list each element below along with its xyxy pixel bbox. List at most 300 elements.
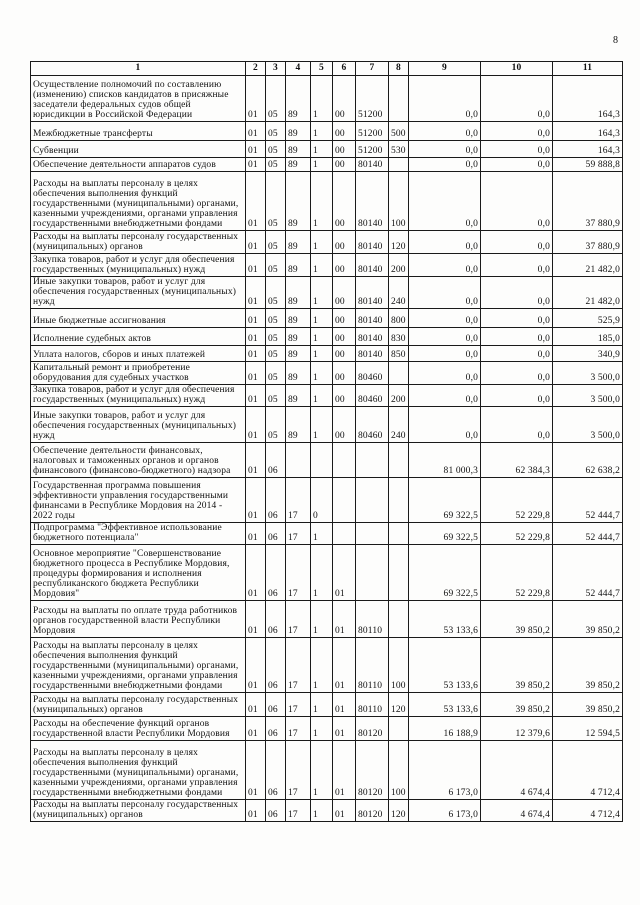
code-cell: 80460 [356, 407, 389, 443]
table-row [31, 717, 623, 741]
column-number-header: 11 [553, 62, 623, 76]
code-cell: 800 [389, 309, 409, 328]
amount-cell: 0,0 [481, 76, 553, 122]
code-cell: 01 [246, 523, 266, 545]
code-cell [389, 362, 409, 385]
table-row [31, 407, 623, 443]
code-cell: 17 [286, 800, 311, 822]
amount-cell: 0,0 [481, 346, 553, 362]
column-number-header: 4 [286, 62, 311, 76]
page-number: 8 [613, 35, 618, 46]
amount-cell: 52 229,8 [481, 523, 553, 545]
item-name-cell: Уплата налогов, сборов и иных платежей [31, 346, 246, 362]
code-cell: 1 [311, 141, 333, 158]
code-cell: 05 [266, 407, 286, 443]
code-cell: 05 [266, 277, 286, 309]
code-cell: 1 [311, 741, 333, 800]
code-cell: 1 [311, 231, 333, 254]
code-cell: 89 [286, 362, 311, 385]
code-cell: 01 [333, 741, 356, 800]
amount-cell: 39 850,2 [481, 638, 553, 693]
column-number-header: 10 [481, 62, 553, 76]
code-cell: 01 [246, 362, 266, 385]
code-cell: 830 [389, 328, 409, 346]
amount-cell: 52 229,8 [481, 545, 553, 601]
amount-cell: 4 712,4 [553, 800, 623, 822]
amount-cell: 52 444,7 [553, 523, 623, 545]
code-cell: 1 [311, 523, 333, 545]
amount-cell: 69 322,5 [409, 478, 481, 523]
code-cell: 00 [333, 231, 356, 254]
amount-cell: 53 133,6 [409, 693, 481, 717]
code-cell: 89 [286, 172, 311, 231]
amount-cell: 0,0 [481, 407, 553, 443]
code-cell: 06 [266, 638, 286, 693]
code-cell: 17 [286, 717, 311, 741]
amount-cell: 164,3 [553, 76, 623, 122]
code-cell: 01 [246, 76, 266, 122]
code-cell: 1 [311, 172, 333, 231]
code-cell: 530 [389, 141, 409, 158]
code-cell: 100 [389, 172, 409, 231]
table-row [31, 362, 623, 385]
amount-cell: 12 379,6 [481, 717, 553, 741]
code-cell: 120 [389, 231, 409, 254]
amount-cell: 59 888,8 [553, 158, 623, 172]
code-cell: 05 [266, 76, 286, 122]
code-cell: 89 [286, 385, 311, 407]
code-cell: 1 [311, 346, 333, 362]
amount-cell: 525,9 [553, 309, 623, 328]
code-cell: 1 [311, 362, 333, 385]
code-cell: 06 [266, 800, 286, 822]
table-row [31, 478, 623, 523]
amount-cell: 0,0 [481, 172, 553, 231]
item-name-cell: Расходы на выплаты персоналу государственных (муниципальных) органов [31, 800, 246, 822]
table-row [31, 800, 623, 822]
column-number-header: 3 [266, 62, 286, 76]
code-cell: 89 [286, 158, 311, 172]
table-row [31, 741, 623, 800]
code-cell: 1 [311, 601, 333, 638]
code-cell: 80140 [356, 346, 389, 362]
amount-cell: 21 482,0 [553, 254, 623, 277]
code-cell: 89 [286, 76, 311, 122]
code-cell: 51200 [356, 76, 389, 122]
amount-cell: 3 500,0 [553, 385, 623, 407]
code-cell: 80140 [356, 158, 389, 172]
code-cell: 01 [246, 277, 266, 309]
column-number-header: 6 [333, 62, 356, 76]
code-cell: 200 [389, 385, 409, 407]
code-cell: 100 [389, 638, 409, 693]
item-name-cell: Закупка товаров, работ и услуг для обеспечения государственных (муниципальных) нужд [31, 385, 246, 407]
code-cell: 05 [266, 254, 286, 277]
code-cell: 00 [333, 309, 356, 328]
code-cell: 01 [246, 158, 266, 172]
table-row [31, 385, 623, 407]
code-cell: 80140 [356, 231, 389, 254]
code-cell: 1 [311, 158, 333, 172]
amount-cell: 6 173,0 [409, 741, 481, 800]
code-cell [333, 443, 356, 478]
item-name-cell: Закупка товаров, работ и услуг для обеспечения государственных (муниципальных) нужд [31, 254, 246, 277]
table-row [31, 523, 623, 545]
code-cell: 05 [266, 309, 286, 328]
code-cell: 00 [333, 328, 356, 346]
code-cell: 200 [389, 254, 409, 277]
amount-cell: 39 850,2 [481, 693, 553, 717]
budget-table [30, 61, 623, 822]
code-cell: 80110 [356, 601, 389, 638]
item-name-cell: Иные закупки товаров, работ и услуг для обеспечения государственных (муниципальных) нужд [31, 277, 246, 309]
code-cell: 01 [246, 172, 266, 231]
amount-cell: 39 850,2 [553, 601, 623, 638]
amount-cell: 12 594,5 [553, 717, 623, 741]
code-cell: 1 [311, 800, 333, 822]
code-cell: 00 [333, 407, 356, 443]
code-cell [311, 443, 333, 478]
code-cell: 89 [286, 254, 311, 277]
code-cell: 01 [333, 545, 356, 601]
code-cell: 120 [389, 800, 409, 822]
item-name-cell: Расходы на выплаты персоналу в целях обеспечения выполнения функций государственными (муниципальными) органами, казенными учреждениями, органами управления государственными внебюджетными фондами [31, 172, 246, 231]
code-cell: 89 [286, 407, 311, 443]
code-cell: 00 [333, 141, 356, 158]
code-cell: 850 [389, 346, 409, 362]
table-body [31, 76, 623, 822]
item-name-cell: Расходы на выплаты персоналу в целях обеспечения выполнения функций государственными (муниципальными) органами, казенными учреждениями, органами управления государственными внебюджетными фондами [31, 741, 246, 800]
code-cell: 80460 [356, 385, 389, 407]
amount-cell: 52 444,7 [553, 545, 623, 601]
code-cell [389, 545, 409, 601]
amount-cell: 52 229,8 [481, 478, 553, 523]
code-cell: 00 [333, 277, 356, 309]
code-cell [356, 478, 389, 523]
amount-cell: 164,3 [553, 122, 623, 141]
code-cell: 17 [286, 693, 311, 717]
item-name-cell: Субвенции [31, 141, 246, 158]
amount-cell: 0,0 [481, 254, 553, 277]
code-cell [389, 158, 409, 172]
code-cell: 100 [389, 741, 409, 800]
column-number-header: 8 [389, 62, 409, 76]
code-cell: 17 [286, 601, 311, 638]
amount-cell: 37 880,9 [553, 172, 623, 231]
code-cell: 80140 [356, 172, 389, 231]
code-cell: 01 [246, 309, 266, 328]
amount-cell: 4 712,4 [553, 741, 623, 800]
column-number-header: 2 [246, 62, 266, 76]
amount-cell: 0,0 [481, 328, 553, 346]
item-name-cell: Подпрограмма "Эффективное использование бюджетного потенциала" [31, 523, 246, 545]
amount-cell: 0,0 [481, 141, 553, 158]
amount-cell: 0,0 [409, 172, 481, 231]
table-row [31, 277, 623, 309]
code-cell: 01 [246, 122, 266, 141]
amount-cell: 3 500,0 [553, 407, 623, 443]
code-cell: 01 [246, 385, 266, 407]
table-row [31, 231, 623, 254]
table-row [31, 309, 623, 328]
code-cell: 01 [246, 741, 266, 800]
amount-cell: 0,0 [409, 362, 481, 385]
amount-cell: 0,0 [409, 346, 481, 362]
code-cell: 00 [333, 385, 356, 407]
code-cell: 01 [246, 693, 266, 717]
table-row [31, 328, 623, 346]
item-name-cell: Обеспечение деятельности аппаратов судов [31, 158, 246, 172]
amount-cell: 69 322,5 [409, 545, 481, 601]
table-row [31, 172, 623, 231]
item-name-cell: Расходы на выплаты по оплате труда работников органов государственной власти Республики Мордовия [31, 601, 246, 638]
column-number-header: 7 [356, 62, 389, 76]
code-cell: 05 [266, 362, 286, 385]
amount-cell: 185,0 [553, 328, 623, 346]
code-cell: 80140 [356, 277, 389, 309]
table-row [31, 254, 623, 277]
table-row [31, 443, 623, 478]
code-cell: 01 [246, 800, 266, 822]
code-cell [356, 523, 389, 545]
code-cell: 51200 [356, 141, 389, 158]
amount-cell: 39 850,2 [481, 601, 553, 638]
amount-cell: 0,0 [481, 362, 553, 385]
code-cell: 05 [266, 346, 286, 362]
item-name-cell: Обеспечение деятельности финансовых, налоговых и таможенных органов и органов финансового (финансово-бюджетного) надзора [31, 443, 246, 478]
code-cell: 01 [333, 638, 356, 693]
amount-cell: 21 482,0 [553, 277, 623, 309]
code-cell: 80120 [356, 717, 389, 741]
amount-cell: 0,0 [409, 277, 481, 309]
code-cell: 01 [246, 346, 266, 362]
code-cell: 17 [286, 741, 311, 800]
table-header [31, 62, 623, 76]
table-row [31, 693, 623, 717]
code-cell: 00 [333, 346, 356, 362]
item-name-cell: Расходы на обеспечение функций органов государственной власти Республики Мордовия [31, 717, 246, 741]
amount-cell: 3 500,0 [553, 362, 623, 385]
code-cell: 05 [266, 328, 286, 346]
amount-cell: 62 638,2 [553, 443, 623, 478]
amount-cell: 0,0 [409, 407, 481, 443]
code-cell: 05 [266, 385, 286, 407]
amount-cell: 0,0 [409, 328, 481, 346]
code-cell: 89 [286, 141, 311, 158]
code-cell: 89 [286, 122, 311, 141]
table-row [31, 141, 623, 158]
code-cell: 80110 [356, 638, 389, 693]
item-name-cell: Иные бюджетные ассигнования [31, 309, 246, 328]
code-cell: 01 [333, 717, 356, 741]
code-cell: 80120 [356, 800, 389, 822]
item-name-cell: Иные закупки товаров, работ и услуг для обеспечения государственных (муниципальных) нужд [31, 407, 246, 443]
column-number-header: 9 [409, 62, 481, 76]
code-cell [333, 523, 356, 545]
amount-cell: 39 850,2 [553, 693, 623, 717]
code-cell: 17 [286, 478, 311, 523]
item-name-cell: Капитальный ремонт и приобретение оборудования для судебных участков [31, 362, 246, 385]
code-cell: 80140 [356, 328, 389, 346]
code-cell: 0 [311, 478, 333, 523]
code-cell: 01 [333, 693, 356, 717]
code-cell: 00 [333, 254, 356, 277]
code-cell: 01 [246, 328, 266, 346]
code-cell: 500 [389, 122, 409, 141]
code-cell: 89 [286, 231, 311, 254]
code-cell: 240 [389, 407, 409, 443]
code-cell: 1 [311, 693, 333, 717]
code-cell: 89 [286, 346, 311, 362]
table-row [31, 76, 623, 122]
table-row [31, 545, 623, 601]
amount-cell: 0,0 [481, 385, 553, 407]
code-cell: 240 [389, 277, 409, 309]
code-cell: 80110 [356, 693, 389, 717]
code-cell: 89 [286, 328, 311, 346]
amount-cell: 39 850,2 [553, 638, 623, 693]
amount-cell: 0,0 [481, 309, 553, 328]
table-row [31, 158, 623, 172]
code-cell: 01 [246, 231, 266, 254]
code-cell: 51200 [356, 122, 389, 141]
amount-cell: 52 444,7 [553, 478, 623, 523]
code-cell: 06 [266, 601, 286, 638]
code-cell: 00 [333, 172, 356, 231]
code-cell: 01 [246, 638, 266, 693]
amount-cell: 340,9 [553, 346, 623, 362]
table-row [31, 346, 623, 362]
code-cell [389, 523, 409, 545]
amount-cell: 0,0 [409, 309, 481, 328]
code-cell: 00 [333, 158, 356, 172]
item-name-cell: Основное мероприятие "Совершенствование бюджетного процесса в Республике Мордовия, процедуры формирования и исполнения республиканского бюджета Республики Мордовия" [31, 545, 246, 601]
amount-cell: 0,0 [409, 76, 481, 122]
code-cell: 1 [311, 254, 333, 277]
amount-cell: 62 384,3 [481, 443, 553, 478]
code-cell: 05 [266, 141, 286, 158]
code-cell: 00 [333, 76, 356, 122]
table-row [31, 122, 623, 141]
amount-cell: 0,0 [481, 277, 553, 309]
code-cell [333, 478, 356, 523]
code-cell: 1 [311, 385, 333, 407]
code-cell: 1 [311, 717, 333, 741]
amount-cell: 0,0 [409, 141, 481, 158]
code-cell: 1 [311, 638, 333, 693]
column-number-header: 1 [31, 62, 246, 76]
code-cell [356, 545, 389, 601]
code-cell: 1 [311, 328, 333, 346]
item-name-cell: Межбюджетные трансферты [31, 122, 246, 141]
code-cell: 1 [311, 277, 333, 309]
code-cell: 89 [286, 277, 311, 309]
amount-cell: 4 674,4 [481, 800, 553, 822]
code-cell: 00 [333, 122, 356, 141]
code-cell: 17 [286, 545, 311, 601]
code-cell: 00 [333, 362, 356, 385]
code-cell [389, 601, 409, 638]
code-cell: 05 [266, 231, 286, 254]
code-cell: 06 [266, 478, 286, 523]
amount-cell: 0,0 [409, 231, 481, 254]
amount-cell: 81 000,3 [409, 443, 481, 478]
amount-cell: 0,0 [409, 254, 481, 277]
item-name-cell: Расходы на выплаты персоналу в целях обеспечения выполнения функций государственными (муниципальными) органами, казенными учреждениями, органами управления государственными внебюджетными фондами [31, 638, 246, 693]
code-cell [389, 478, 409, 523]
amount-cell: 0,0 [409, 385, 481, 407]
table-row [31, 601, 623, 638]
code-cell: 80140 [356, 254, 389, 277]
code-cell: 01 [246, 141, 266, 158]
amount-cell: 37 880,9 [553, 231, 623, 254]
code-cell [389, 76, 409, 122]
code-cell: 89 [286, 309, 311, 328]
code-cell: 05 [266, 158, 286, 172]
code-cell: 01 [246, 407, 266, 443]
column-number-header: 5 [311, 62, 333, 76]
code-cell: 06 [266, 523, 286, 545]
amount-cell: 69 322,5 [409, 523, 481, 545]
code-cell: 01 [246, 601, 266, 638]
code-cell: 05 [266, 122, 286, 141]
code-cell: 17 [286, 638, 311, 693]
amount-cell: 0,0 [409, 122, 481, 141]
code-cell [356, 443, 389, 478]
item-name-cell: Расходы на выплаты персоналу государственных (муниципальных) органов [31, 693, 246, 717]
code-cell: 80140 [356, 309, 389, 328]
amount-cell: 53 133,6 [409, 601, 481, 638]
code-cell: 06 [266, 741, 286, 800]
item-name-cell: Расходы на выплаты персоналу государственных (муниципальных) органов [31, 231, 246, 254]
code-cell: 1 [311, 76, 333, 122]
code-cell: 01 [333, 800, 356, 822]
code-cell: 17 [286, 523, 311, 545]
code-cell: 05 [266, 172, 286, 231]
table-row [31, 638, 623, 693]
code-cell: 06 [266, 443, 286, 478]
item-name-cell: Государственная программа повышения эффективности управления государственными финансами в Республике Мордовия на 2014 - 2022 годы [31, 478, 246, 523]
amount-cell: 53 133,6 [409, 638, 481, 693]
code-cell: 120 [389, 693, 409, 717]
amount-cell: 0,0 [481, 122, 553, 141]
amount-cell: 0,0 [409, 158, 481, 172]
code-cell: 1 [311, 122, 333, 141]
item-name-cell: Осуществление полномочий по составлению (изменению) списков кандидатов в присяжные заседатели федеральных судов общей юрисдикции в Российской Федерации [31, 76, 246, 122]
code-cell: 1 [311, 545, 333, 601]
amount-cell: 6 173,0 [409, 800, 481, 822]
code-cell [389, 717, 409, 741]
code-cell: 1 [311, 407, 333, 443]
amount-cell: 0,0 [481, 231, 553, 254]
code-cell: 06 [266, 717, 286, 741]
header-row [31, 62, 623, 76]
code-cell: 80460 [356, 362, 389, 385]
code-cell: 01 [246, 717, 266, 741]
code-cell: 01 [246, 443, 266, 478]
code-cell: 01 [246, 545, 266, 601]
code-cell: 01 [246, 254, 266, 277]
amount-cell: 4 674,4 [481, 741, 553, 800]
code-cell: 06 [266, 693, 286, 717]
amount-cell: 16 188,9 [409, 717, 481, 741]
code-cell [286, 443, 311, 478]
amount-cell: 0,0 [481, 158, 553, 172]
code-cell: 80120 [356, 741, 389, 800]
code-cell: 1 [311, 309, 333, 328]
amount-cell: 164,3 [553, 141, 623, 158]
code-cell: 06 [266, 545, 286, 601]
